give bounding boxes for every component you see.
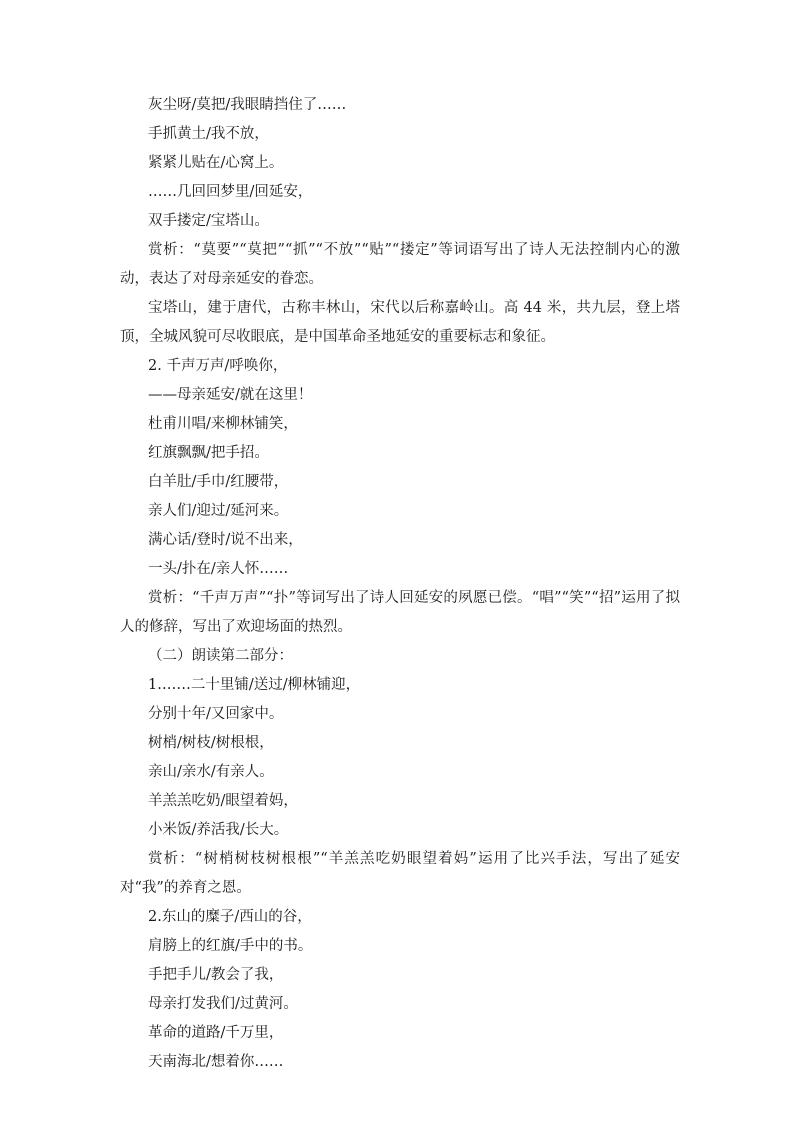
section-heading: （二）朗读第二部分： bbox=[148, 648, 293, 664]
poem-line: ……几回回梦里/回延安， bbox=[148, 184, 313, 200]
poem-line: 满心话/登时/说不出来， bbox=[148, 532, 303, 548]
poem-line: 分别十年/又回家中。 bbox=[148, 706, 284, 722]
poem-line: 双手搂定/宝塔山。 bbox=[148, 213, 269, 229]
note-paragraph: 宝塔山，建于唐代，古称丰林山，宋代以后称嘉岭山。高 44 米，共九层，登上塔顶，全城风貌可尽收眼底，是中国革命圣地延安的重要标志和象征。 bbox=[120, 300, 680, 345]
poem-line: 2. 千声万声/呼唤你， bbox=[148, 358, 288, 374]
poem-line: ——母亲延安/就在这里！ bbox=[148, 387, 313, 403]
poem-line: 母亲打发我们/过黄河。 bbox=[148, 996, 298, 1012]
poem-line: 杜甫川唱/来柳林铺笑， bbox=[148, 416, 298, 432]
document-body bbox=[120, 91, 680, 1077]
poem-line: 革命的道路/千万里， bbox=[148, 1025, 284, 1041]
poem-line: 手抓黄土/我不放， bbox=[148, 126, 269, 142]
poem-line: 树梢/树枝/树根根， bbox=[148, 735, 274, 751]
appreciation-paragraph: 赏析：“千声万声”“扑”等词写出了诗人回延安的夙愿已偿。“唱”“笑”“招”运用了拟人的修辞，写出了欢迎场面的热烈。 bbox=[120, 590, 680, 635]
poem-line: 白羊肚/手巾/红腰带， bbox=[148, 474, 289, 490]
appreciation-paragraph: 赏析：“树梢树枝树根根”“羊羔羔吃奶眼望着妈”运用了比兴手法，写出了延安对“我”的养育之恩。 bbox=[120, 851, 680, 896]
poem-line: 一头/扑在/亲人怀…… bbox=[148, 561, 289, 577]
poem-line: 亲人们/迎过/延河来。 bbox=[148, 503, 289, 519]
poem-line: 1.……二十里铺/送过/柳林铺迎， bbox=[148, 677, 361, 693]
poem-line: 2.东山的糜子/西山的谷， bbox=[148, 909, 312, 925]
poem-line: 小米饭/养活我/长大。 bbox=[148, 822, 289, 838]
poem-line: 亲山/亲水/有亲人。 bbox=[148, 764, 274, 780]
poem-line: 紧紧儿贴在/心窝上。 bbox=[148, 155, 284, 171]
poem-line: 肩膀上的红旗/手中的书。 bbox=[148, 938, 313, 954]
poem-line: 手把手儿/教会了我， bbox=[148, 967, 284, 983]
appreciation-paragraph: 赏析：“莫要”“莫把”“抓”“不放”“贴”“搂定”等词语写出了诗人无法控制内心的激动，表达了对母亲延安的眷恋。 bbox=[120, 242, 680, 287]
poem-line: 灰尘呀/莫把/我眼睛挡住了…… bbox=[148, 97, 347, 113]
poem-line: 天南海北/想着你…… bbox=[148, 1054, 284, 1070]
poem-line: 红旗飘飘/把手招。 bbox=[148, 445, 269, 461]
poem-line: 羊羔羔吃奶/眼望着妈， bbox=[148, 793, 298, 809]
